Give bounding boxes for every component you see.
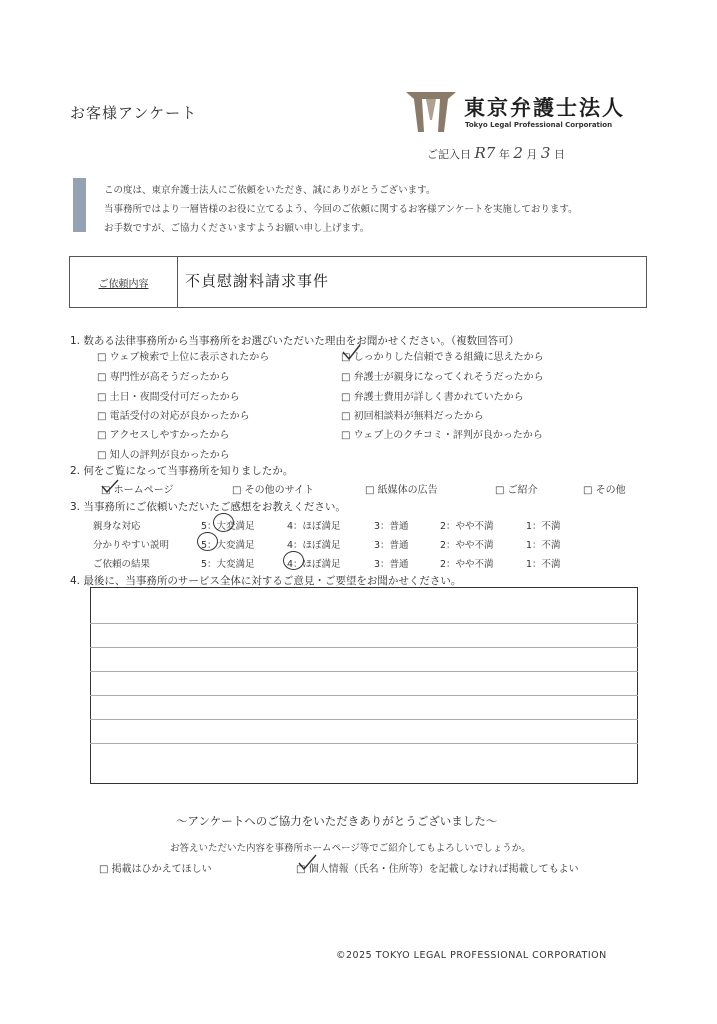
rating-option-3[interactable]: 3：普通 [374, 540, 409, 551]
date-label: ご記入日 [427, 148, 471, 161]
q1-option[interactable]: □ ウェブ検索で上位に表示されたから [97, 352, 270, 363]
rating-option-2[interactable]: 2：やや不満 [440, 540, 494, 551]
q1-option[interactable]: □ 土日・夜間受付可だったから [97, 392, 240, 403]
q1-option[interactable]: □ 専門性が高そうだったから [97, 372, 230, 383]
q1-option[interactable]: □ ウェブ上のクチコミ・評判が良かったから [341, 430, 543, 441]
page-title: お客様アンケート [70, 104, 198, 122]
rating-option-2[interactable]: 2：やや不満 [440, 521, 494, 532]
date-year-value[interactable]: R7 [474, 144, 496, 162]
rating-row-label: 親身な対応 [93, 521, 141, 532]
intro-accent-bar [73, 178, 86, 232]
firm-name: 東京弁護士法人 [464, 96, 625, 120]
q2-option[interactable]: □ ご紹介 [495, 485, 538, 496]
q1-option[interactable]: □ アクセスしやすかったから [97, 430, 230, 441]
rating-option-1[interactable]: 1：不満 [526, 559, 561, 570]
q2-option[interactable]: □ その他のサイト [232, 485, 314, 496]
rating-option-4[interactable]: 4：ほぼ満足 [287, 559, 341, 570]
firm-subtitle: Tokyo Legal Professional Corporation [465, 121, 613, 129]
checkmark-icon [99, 477, 121, 495]
q2-option[interactable]: □ 紙媒体の広告 [365, 485, 438, 496]
rating-option-2[interactable]: 2：やや不満 [440, 559, 494, 570]
consent-option[interactable]: □ 個人情報（氏名・住所等）を記載しなければ掲載してもよい [296, 864, 579, 875]
answer-line [90, 695, 638, 696]
q2-option[interactable]: □ その他 [583, 485, 626, 496]
entry-date [427, 144, 565, 162]
rating-option-5[interactable]: 5：大変満足 [201, 559, 255, 570]
date-month-unit: 月 [526, 148, 538, 161]
rating-option-3[interactable]: 3：普通 [374, 559, 409, 570]
answer-line [90, 719, 638, 720]
rating-option-1[interactable]: 1：不満 [526, 540, 561, 551]
rating-option-5[interactable]: 5：大変満足 [201, 540, 255, 551]
question-3: 3. 当事務所にご依頼いただいたご感想をお教えください。 [70, 501, 346, 513]
intro-line: お手数ですが、ご協力くださいますようお願い申し上げます。 [104, 223, 370, 234]
selection-circle-icon [213, 513, 234, 532]
selection-circle-icon [283, 551, 304, 570]
rating-row-label: 分かりやすい説明 [93, 540, 170, 551]
rating-option-5[interactable]: 5：大変満足 [201, 521, 255, 532]
consent-option[interactable]: □ 掲載はひかえてほしい [99, 864, 212, 875]
firm-logo-icon [404, 90, 458, 134]
intro-line: 当事務所ではより一層皆様のお役に立てるよう、今回のご依頼に関するお客様アンケートを実施しております。 [104, 204, 578, 215]
question-2: 2. 何をご覧になって当事務所を知りましたか。 [70, 465, 294, 477]
q1-option[interactable]: □ 初回相談料が無料だったから [341, 411, 484, 422]
checkmark-icon [296, 853, 318, 871]
rating-option-3[interactable]: 3：普通 [374, 521, 409, 532]
q1-option[interactable]: □ 弁護士費用が詳しく書かれていたから [341, 392, 524, 403]
question-1: 1. 数ある法律事務所から当事務所をお選びいただいた理由をお聞かせください。（複数回答可） [70, 335, 520, 347]
checkmark-icon [340, 343, 362, 361]
date-day-value[interactable]: 3 [540, 144, 551, 162]
rating-option-1[interactable]: 1：不満 [526, 521, 561, 532]
consent-question: お答えいただいた内容を事務所ホームページ等でご紹介してもよろしいでしょうか。 [170, 843, 531, 854]
request-label: ご依頼内容 [70, 257, 178, 307]
q1-option[interactable]: □ 電話受付の対応が良かったから [97, 411, 250, 422]
selection-circle-icon [197, 532, 218, 551]
q1-option[interactable]: □ 知人の評判が良かったから [97, 450, 230, 461]
copyright-footer: ©2025 TOKYO LEGAL PROFESSIONAL CORPORATION [336, 950, 607, 961]
date-month-value[interactable]: 2 [513, 144, 523, 162]
q1-option[interactable]: □ 弁護士が親身になってくれそうだったから [341, 372, 544, 383]
answer-line [90, 623, 638, 624]
comment-textarea[interactable] [90, 587, 638, 784]
q2-option[interactable]: □ ホームページ [101, 485, 174, 496]
question-4: 4. 最後に、当事務所のサービス全体に対するご意見・ご要望をお聞かせください。 [70, 575, 462, 587]
rating-option-4[interactable]: 4：ほぼ満足 [287, 540, 341, 551]
q1-option[interactable]: □ しっかりした信頼できる組織に思えたから [341, 352, 544, 363]
answer-line [90, 743, 638, 744]
date-year-unit: 年 [498, 148, 510, 161]
date-day-unit: 日 [553, 148, 565, 161]
intro-line: この度は、東京弁護士法人にご依頼をいただき、誠にありがとうございます。 [104, 185, 436, 196]
rating-row-label: ご依頼の結果 [93, 559, 151, 570]
rating-option-4[interactable]: 4：ほぼ満足 [287, 521, 341, 532]
answer-line [90, 671, 638, 672]
thanks-message: ～アンケートへのご協力をいただきありがとうございました～ [176, 814, 498, 828]
request-value[interactable]: 不貞慰謝料請求事件 [185, 272, 330, 290]
answer-line [90, 647, 638, 648]
